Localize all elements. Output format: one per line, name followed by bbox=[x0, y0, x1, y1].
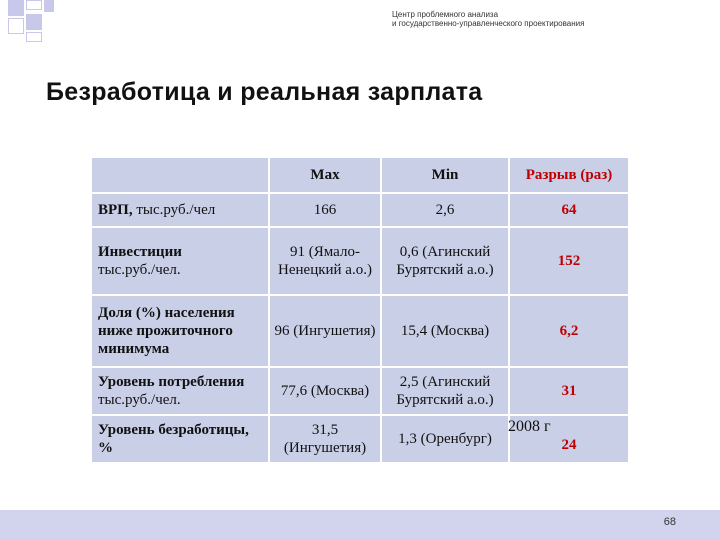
decor-square bbox=[26, 14, 42, 30]
decor-square bbox=[44, 0, 54, 12]
row-gap: 24 bbox=[509, 415, 629, 463]
row-label-rest: тыс.руб./чел bbox=[132, 202, 216, 218]
decor-square bbox=[8, 18, 24, 34]
row-min: 2,5 (Агинский Бурятский а.о.) bbox=[381, 367, 509, 415]
header-cell-min: Min bbox=[381, 157, 509, 193]
row-label-rest: тыс.руб./чел. bbox=[98, 262, 181, 278]
row-label: Уровень безработицы, % bbox=[91, 415, 269, 463]
header-cell-gap: Разрыв (раз) bbox=[509, 157, 629, 193]
org-line-1: Центр проблемного анализа bbox=[392, 10, 499, 19]
row-max: 91 (Ямало-Ненецкий а.о.) bbox=[269, 227, 381, 295]
decor-square bbox=[8, 0, 24, 16]
row-min: 0,6 (Агинский Бурятский а.о.) bbox=[381, 227, 509, 295]
header-cell-label bbox=[91, 157, 269, 193]
row-label bbox=[91, 193, 269, 227]
row-max: 96 (Ингушетия) bbox=[269, 295, 381, 367]
row-label bbox=[91, 227, 269, 295]
org-line-2: и государственно-управленческого проектирования bbox=[392, 19, 585, 28]
organization-header bbox=[392, 10, 584, 28]
decor-square bbox=[26, 32, 42, 42]
table-row bbox=[91, 193, 629, 227]
table-row bbox=[91, 227, 629, 295]
row-label: Доля (%) населения ниже прожиточного минимума bbox=[91, 295, 269, 367]
slide-title: Безработица и реальная зарплата bbox=[46, 78, 483, 106]
row-label-rest: тыс.руб./чел. bbox=[98, 392, 181, 408]
row-min: 15,4 (Москва) bbox=[381, 295, 509, 367]
row-label-bold: ВРП, bbox=[98, 202, 133, 218]
row-label-bold: Инвестиции bbox=[98, 244, 182, 260]
footer-bar bbox=[0, 510, 720, 540]
page-number: 68 bbox=[663, 516, 676, 528]
table-row bbox=[91, 367, 629, 415]
row-min: 1,3 (Оренбург) bbox=[381, 415, 509, 463]
row-max: 166 bbox=[269, 193, 381, 227]
row-min: 2,6 bbox=[381, 193, 509, 227]
header-cell-max: Max bbox=[269, 157, 381, 193]
year-note: 2008 г bbox=[508, 418, 551, 435]
row-gap: 152 bbox=[509, 227, 629, 295]
table-header-row bbox=[91, 157, 629, 193]
row-label-bold: Уровень потребления bbox=[98, 374, 245, 390]
row-max: 77,6 (Москва) bbox=[269, 367, 381, 415]
table-row bbox=[91, 295, 629, 367]
row-max: 31,5 (Ингушетия) bbox=[269, 415, 381, 463]
row-label bbox=[91, 367, 269, 415]
row-gap: 64 bbox=[509, 193, 629, 227]
row-gap: 31 bbox=[509, 367, 629, 415]
row-gap: 6,2 bbox=[509, 295, 629, 367]
decor-square bbox=[26, 0, 42, 10]
